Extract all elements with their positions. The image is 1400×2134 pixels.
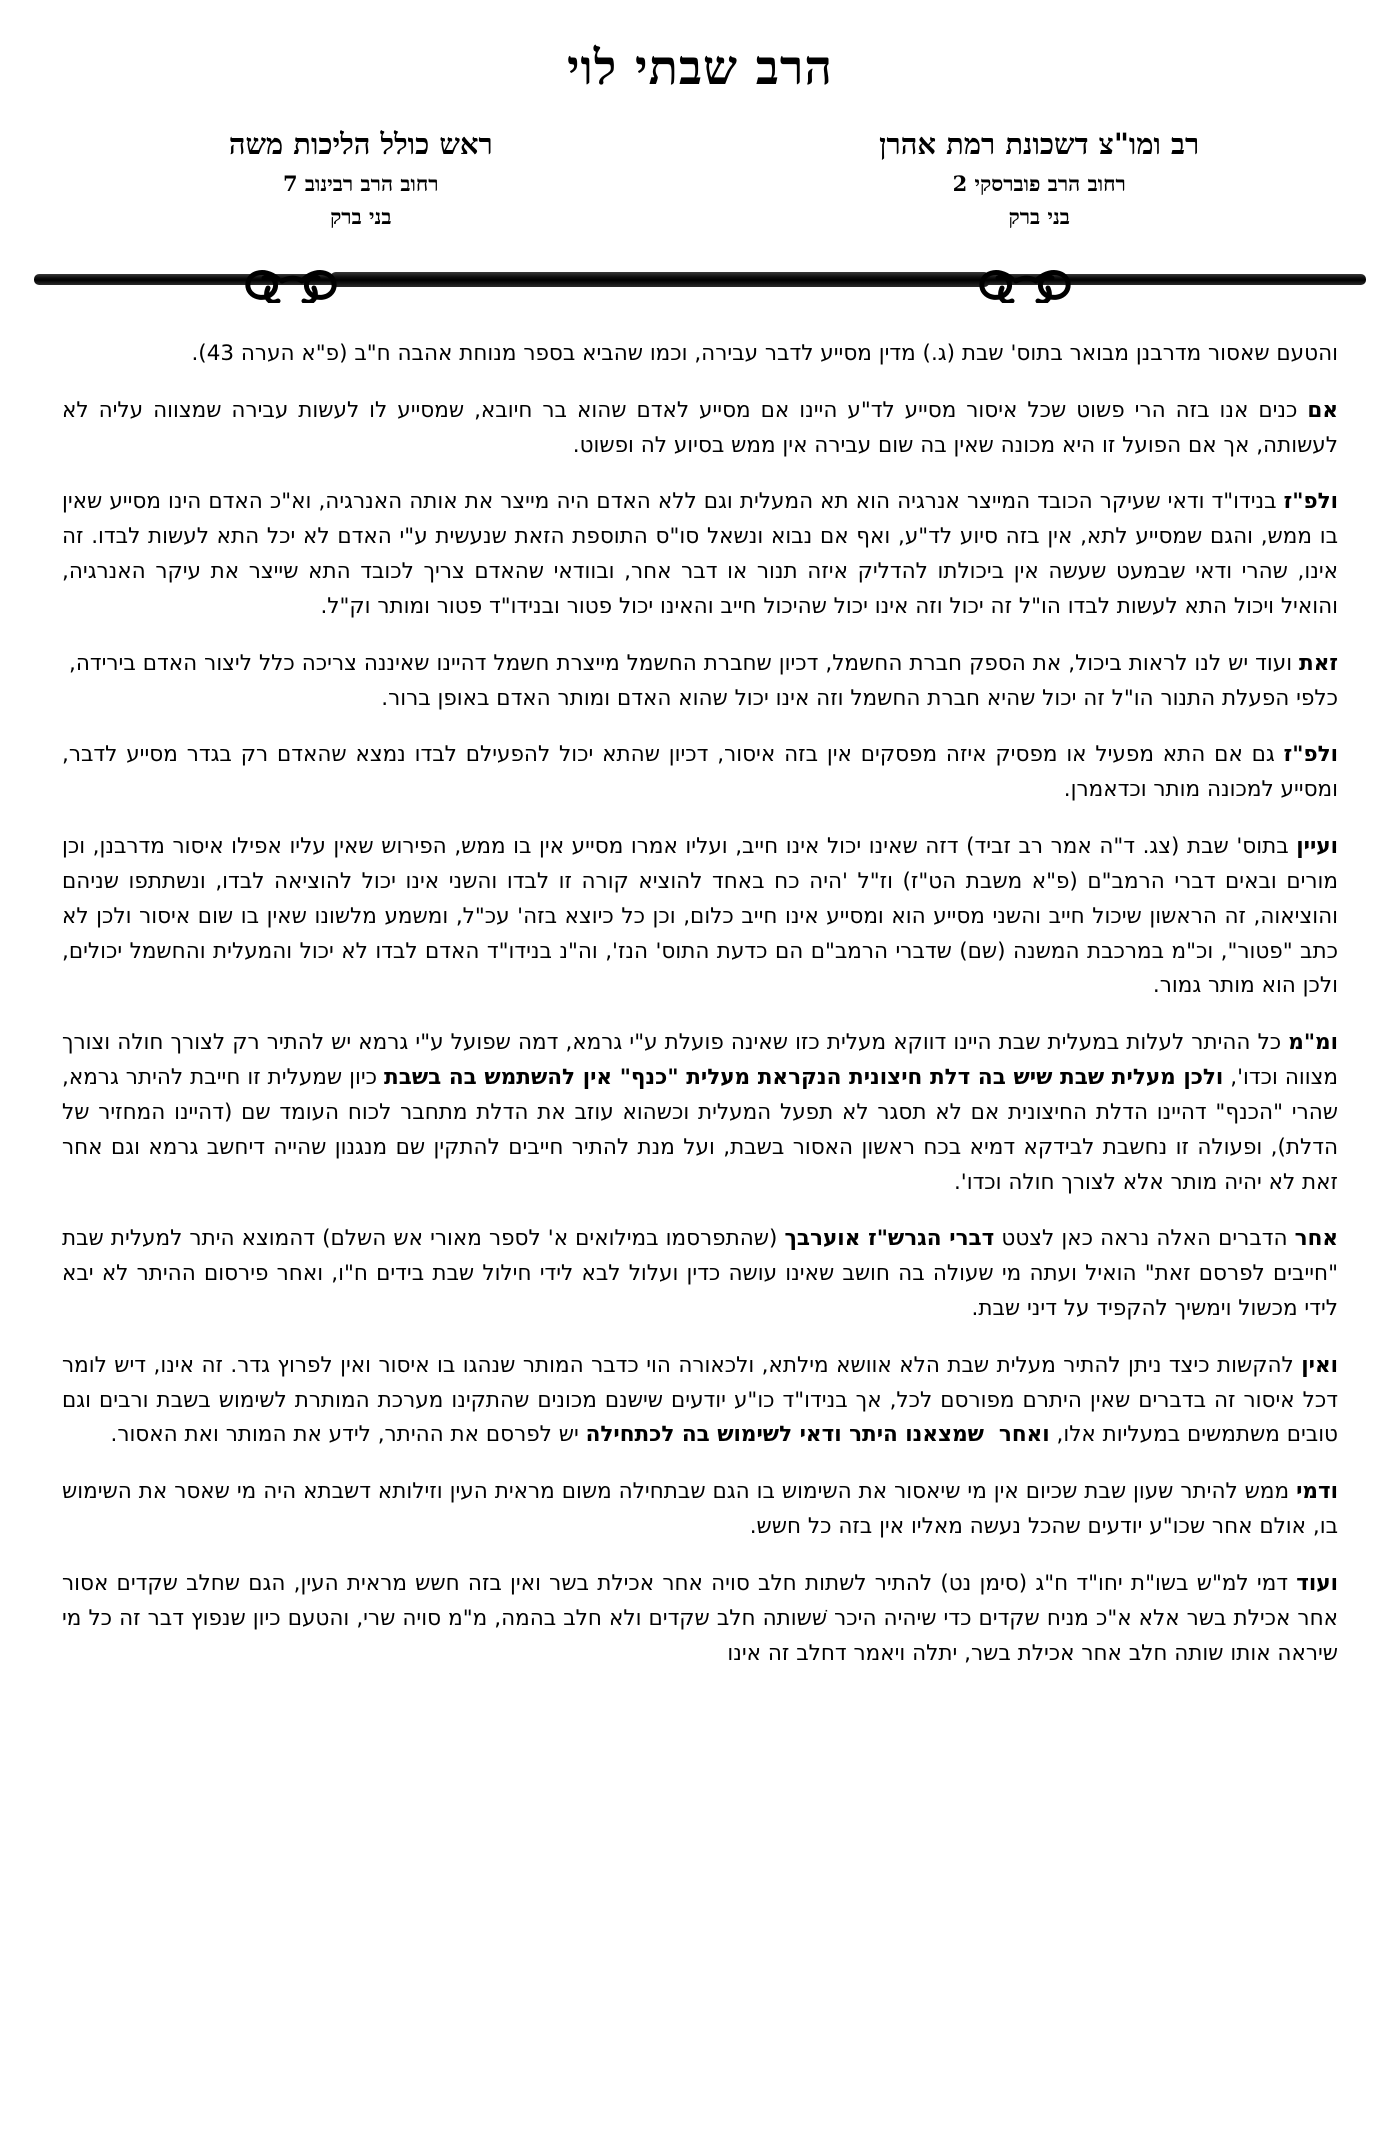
contact-city: בני ברק <box>330 204 392 230</box>
document-body <box>0 303 1400 1712</box>
paragraph: אם כנים אנו בזה הרי פשוט שכל איסור מסייע לד"ע היינו אם מסייע לאדם שהוא בר חיובא, שמסייע לו לעשות עבירה שמצווה עליה לא לעשותה, אך אם הפועל זו היא מכונה שאין בה שום עבירה אין ממש בסיוע לה ופשוט. <box>62 397 1338 458</box>
contact-role: ראש כולל הליכות משה <box>228 126 493 161</box>
contact-street: רחוב הרב רבינוב 7 <box>283 170 439 196</box>
paragraph: אחר הדברים האלה נראה כאן לצטט דברי הגרש"ז אוערבך (שהתפרסמו במילואים א' לספר מאורי אש השלם) דהמוצא היתר למעלית שבת "חייבים לפרסם זאת" הואיל ועתה מי שעולה בה חושב שאינו עושה כדין ועלול לבא לידי חילול שבת בידים ח"ו, ואחר פירסום ההיתר לא יבא לידי מכשול וימשיך להקפיד על דיני שבת. <box>62 1226 1339 1321</box>
paragraph: ועיין בתוס' שבת (צג. ד"ה אמר רב זביד) דזה שאינו יכול אינו חייב, ועליו אמרו מסייע אין בו ממש, הפירוש שאין עליו אפילו איסור מדרבנן, וכן מורים ובאים דברי הרמב"ם (פ"א משבת הט"ז) וז"ל 'היה כח באחד להוציא קורה זו לבדו והשני אינו יכול להוציאה לבדו, ונשתתפו שניהם והוציאוה, זה הראשון שיכול חייב והשני מסייע הוא ומסייע אינו חייב כלום, וכן כל כיוצא בזה' עכ"ל, ומשמע מלשונו שאין בו שום איסור ולכן לא כתב "פטור", וכ"מ במרכבת המשנה (שם) שדברי הרמב"ם הם כדעת התוס' הנז', וה"נ בנידו"ד האדם לבדו לא יכול והמעלית והחשמל יכולים, ולכן הוא מותר גמור. <box>62 834 1338 999</box>
contact-block-rosh-kollel <box>60 125 662 233</box>
ornamental-flourish-rule-icon <box>20 257 1380 303</box>
paragraph: ולפ"ז גם אם התא מפעיל או מפסיק איזה מפסקים אין בזה איסור, דכיון שהתא יכול להפעילם לבדו נמצא שהאדם רק בגדר מסייע לדבר, ומסייע למכונה מותר וכדאמרן. <box>62 742 1338 803</box>
contact-city: בני ברק <box>1008 204 1070 230</box>
paragraph: והטעם שאסור מדרבנן מבואר בתוס' שבת (ג.) מדין מסייע לדבר עבירה, וכמו שהביא בספר מנוחת אהבה ח"ב (פ"א הערה 43). <box>191 340 1338 366</box>
contact-block-rav-ramat-aharon <box>738 125 1340 233</box>
paragraph: ומ"מ כל ההיתר לעלות במעלית שבת היינו דווקא מעלית כזו שאינה פועלת ע"י גרמא, דמה שפועל ע"י גרמא יש להתיר רק לצורך חולה וצורך מצווה וכדו', ולכן מעלית שבת שיש בה דלת חיצונית הנקראת מעלית "כנף" אין להשתמש בה בשבת כיון שמעלית זו חייבת להיתר גרמא, שהרי "הכנף" דהיינו הדלת החיצונית אם לא תסגר לא תפעל המעלית וכשהוא עוזב את הדלת מתחבר לכוח העומד שם (דהיינו המחזיר של הדלת), ופעולה זו נחשבת לבידקא דמיא בכח ראשון האסור בשבת, ועל מנת להתיר חייבים להתקין שם מנגנון שהייה דיחשב גרמא וגם אחר זאת לא יהיה מותר אלא לצורך חולה וכדו'. <box>62 1030 1338 1195</box>
page-title: הרב שבתי לוי <box>566 40 834 96</box>
contact-row <box>0 125 1400 233</box>
ornamental-divider <box>0 257 1400 303</box>
paragraph: זאת ועוד יש לנו לראות ביכול, את הספק חברת החשמל, דכיון שחברת החשמל מייצרת חשמל דהיינו שאיננה צריכה כלל ליצור האדם בירידה, כלפי הפעלת התנור הו"ל זה יכול שהיא חברת החשמל וזה אינו יכול שהוא האדם ומותר האדם באופן ברור. <box>62 650 1338 711</box>
letterhead <box>0 0 1400 303</box>
paragraph: ולפ"ז בנידו"ד ודאי שעיקר הכובד המייצר אנרגיה הוא תא המעלית וגם ללא האדם היה מייצר את אותה האנרגיה, וא"כ האדם הינו מסייע שאין בו ממש, והגם שמסייע לתא, אין בזה סיוע לד"ע, ואף אם נבוא ונשאל סו"ס התוספת הזאת שנעשית ע"י האדם לא יכל התא לעשות לבדו. זה אינו, שהרי ודאי שבמעט שעשה אין ביכולתו להדליק איזה תנור או דבר אחר, ובוודאי שהאדם צריך לכובד התא שייצר את עיקר האנרגיה, והואיל ויכול התא לעשות לבדו הו"ל זה יכול וזה אינו יכול שהיכול חייב והאינו יכול פטור ובנידו"ד פטור ומותר וק"ל. <box>62 489 1338 619</box>
paragraph: ועוד דמי למ"ש בשו"ת יחו"ד ח"ג (סימן נט) להתיר לשתות חלב סויה אחר אכילת בשר ואין בזה חשש מראית העין, הגם שחלב שקדים אסור אחר אכילת בשר אלא א"כ מניח שקדים כדי שיהיה היכר שׁשותה חלב שקדים ולא חלב בהמה, מ"מ סויה שרי, והטעם כיון שנפוץ דבר זה כל מי שיראה אותו שותה חלב אחר אכילת בשר, יתלה ויאמר דחלב זה אינו <box>62 1570 1338 1666</box>
contact-street: רחוב הרב פוברסקי 2 <box>952 170 1126 196</box>
contact-role: רב ומו"צ דשכונת רמת אהרן <box>879 126 1200 161</box>
paragraph: ואין להקשות כיצד ניתן להתיר מעלית שבת הלא אוושא מילתא, ולכאורה הוי כדבר המותר שנהגו בו איסור ואין לפרוץ גדר. זה אינו, דיש לומר דכל איסור זה בדברים שאין היתרם מפורסם לכל, אך בנידו"ד כו"ע יודעים שישנם מכונים שהתקינו מערכת המותרת לשימוש בשבת ורבים וגם טובים משתמשים במעליות אלו, ואחר שמצאנו היתר ודאי לשימוש בה לכתחילה יש לפרסם את ההיתר, לידע את המותר ואת האסור. <box>62 1352 1338 1448</box>
paragraph: ודמי ממש להיתר שעון שבת שכיום אין מי שיאסור את השימוש בו הגם שבתחילה משום מראית העין וזילותא דשבתא היה מי שאסר את השימוש בו, אולם אחר שכו"ע יודעים שהכל נעשה מאליו אין בזה כל חשש. <box>62 1479 1338 1540</box>
